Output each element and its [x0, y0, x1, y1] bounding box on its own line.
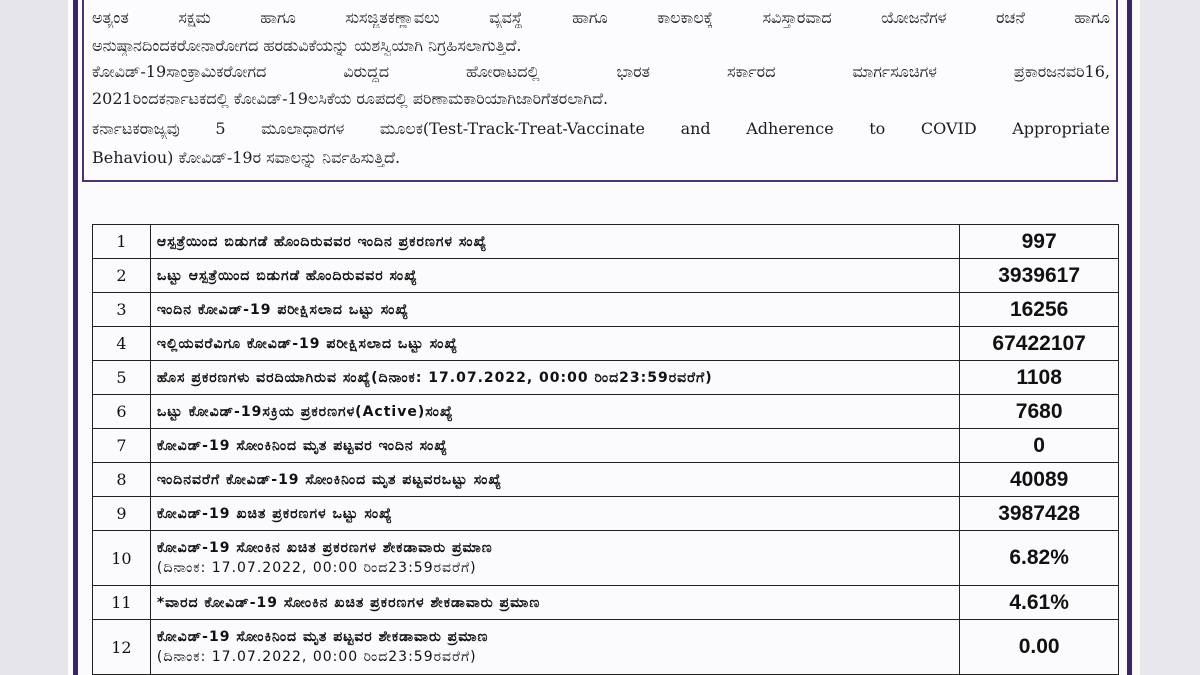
- right-margin: [1140, 0, 1200, 675]
- row-sublabel: (ದಿನಾಂಕ: 17.07.2022, 00:00 ರಿಂದ23:59ರವರೆಗೆ): [156, 649, 477, 665]
- intro-line-3: ಕೋವಿಡ್-19ಸಾಂಕ್ರಾಮಿಕರೋಗದ ವಿರುದ್ಧದ ಹೋರಾಟದಲ್ಲಿ ಭಾರತ ಸರ್ಕಾರದ ಮಾರ್ಗಸೂಚಿಗಳ ಪ್ರಕಾರಜನವರಿ16,: [92, 62, 1110, 81]
- row-label: ಒಟ್ಟು ಆಸ್ಪತ್ರೆಯಿಂದ ಬಿಡುಗಡೆ ಹೊಂದಿರುವವರ ಸಂಖ್ಯೆ: [150, 259, 959, 293]
- row-value: 16256: [960, 293, 1119, 327]
- row-number: 7: [93, 429, 151, 463]
- row-value: 67422107: [960, 327, 1119, 361]
- table-row: [93, 586, 1119, 620]
- row-number: 1: [93, 225, 151, 259]
- row-number: 12: [93, 620, 151, 675]
- intro-line-1: ಅತ್ಯಂತ ಸಕ್ಷಮ ಹಾಗೂ ಸುಸಜ್ಜಿತಕಣ್ಣಾವಲು ವ್ಯವಸ್ಥೆ ಹಾಗೂ ಕಾಲಕಾಲಕ್ಕೆ ಸವಿಸ್ತಾರವಾದ ಯೋಜನೆಗಳ ರಚನೆ ಹಾಗೂ: [92, 8, 1110, 27]
- row-value: 3987428: [960, 497, 1119, 531]
- intro-line-4: 2021ರಿಂದಕರ್ನಾಟಕದಲ್ಲಿ ಕೋವಿಡ್-19ಲಸಿಕೆಯ ರೂಪದಲ್ಲಿ ಪರಿಣಾಮಕಾರಿಯಾಗಿಜಾರಿಗೆತರಲಾಗಿದೆ.: [92, 89, 609, 108]
- table-row: [93, 463, 1119, 497]
- row-label: ಕೋವಿಡ್-19 ಸೋಂಕಿನಿಂದ ಮೃತ ಪಟ್ಟವರ ಶೇಕಡಾವಾರು ಪ್ರಮಾಣ: [156, 629, 489, 645]
- row-number: 5: [93, 361, 151, 395]
- row-label: ಕೋವಿಡ್-19 ಸೋಂಕಿನ ಖಚಿತ ಪ್ರಕರಣಗಳ ಶೇಕಡಾವಾರು ಪ್ರಮಾಣ: [156, 540, 493, 556]
- row-value: 4.61%: [960, 586, 1119, 620]
- row-label: ಇಲ್ಲಿಯವರೆವಿಗೂ ಕೋವಿಡ್-19 ಪರೀಕ್ಷಿಸಲಾದ ಒಟ್ಟು ಸಂಖ್ಯೆ: [150, 327, 959, 361]
- row-value: 7680: [960, 395, 1119, 429]
- row-label: ಕೋವಿಡ್-19 ಖಚಿತ ಪ್ರಕರಣಗಳ ಒಟ್ಟು ಸಂಖ್ಯೆ: [150, 497, 959, 531]
- row-value: 1108: [960, 361, 1119, 395]
- intro-line-2: ಅನುಷ್ಠಾನದಿಂದಕರೋನಾರೋಗದ ಹರಡುವಿಕೆಯನ್ನು ಯಶಸ್ವಿಯಾಗಿ ನಿಗ್ರಹಿಸಲಾಗುತ್ತಿದೆ.: [92, 36, 522, 55]
- covid-stats-table: [92, 224, 1119, 675]
- row-value: 40089: [960, 463, 1119, 497]
- page-border-right: [1127, 0, 1132, 675]
- row-number: 11: [93, 586, 151, 620]
- row-sublabel: (ದಿನಾಂಕ: 17.07.2022, 00:00 ರಿಂದ23:59ರವರೆಗೆ): [156, 560, 477, 576]
- row-number: 10: [93, 531, 151, 586]
- table-row: [93, 497, 1119, 531]
- table-row: [93, 361, 1119, 395]
- row-value: 0: [960, 429, 1119, 463]
- page-border-left: [73, 0, 78, 675]
- table-row: [93, 225, 1119, 259]
- row-number: 8: [93, 463, 151, 497]
- left-margin: [0, 0, 68, 675]
- intro-line-6: Behaviou) ಕೋವಿಡ್-19ರ ಸವಾಲನ್ನು ನಿರ್ವಹಿಸುತ್ತಿದೆ.: [92, 148, 401, 167]
- row-label: ಆಸ್ಪತ್ರೆಯಿಂದ ಬಿಡುಗಡೆ ಹೊಂದಿರುವವರ ಇಂದಿನ ಪ್ರಕರಣಗಳ ಸಂಖ್ಯೆ: [150, 225, 959, 259]
- row-value: 997: [960, 225, 1119, 259]
- row-value: 3939617: [960, 259, 1119, 293]
- table-row: [93, 395, 1119, 429]
- table-row: [93, 259, 1119, 293]
- row-label-group: [150, 531, 959, 586]
- row-number: 6: [93, 395, 151, 429]
- row-number: 2: [93, 259, 151, 293]
- row-number: 4: [93, 327, 151, 361]
- row-label: ಇಂದಿನವರೆಗೆ ಕೋವಿಡ್-19 ಸೋಂಕಿನಿಂದ ಮೃತ ಪಟ್ಟವರಒಟ್ಟು ಸಂಖ್ಯೆ: [150, 463, 959, 497]
- row-number: 9: [93, 497, 151, 531]
- row-label: ಕೋವಿಡ್-19 ಸೋಂಕಿನಿಂದ ಮೃತ ಪಟ್ಟವರ ಇಂದಿನ ಸಂಖ್ಯೆ: [150, 429, 959, 463]
- row-label: ಹೊಸ ಪ್ರಕರಣಗಳು ವರದಿಯಾಗಿರುವ ಸಂಖ್ಯೆ(ದಿನಾಂಕ: 17.07.2022, 00:00 ರಿಂದ23:59ರವರೆಗೆ): [150, 361, 959, 395]
- table-row: [93, 429, 1119, 463]
- table-row: [93, 293, 1119, 327]
- row-label-group: [150, 620, 959, 675]
- row-value: 0.00: [960, 620, 1119, 675]
- row-label: ಇಂದಿನ ಕೋವಿಡ್-19 ಪರೀಕ್ಷಿಸಲಾದ ಒಟ್ಟು ಸಂಖ್ಯೆ: [150, 293, 959, 327]
- row-label: ಒಟ್ಟು ಕೋವಿಡ್-19ಸಕ್ರಿಯ ಪ್ರಕರಣಗಳ(Active)ಸಂಖ್ಯೆ: [150, 395, 959, 429]
- intro-line-5: ಕರ್ನಾಟಕರಾಜ್ಯವು 5 ಮೂಲಾಧಾರಗಳ ಮೂಲಕ(Test-Track-Treat-Vaccinate and Adherence to COVID Appropriate: [92, 119, 1110, 138]
- row-value: 6.82%: [960, 531, 1119, 586]
- table-row: [93, 531, 1119, 586]
- row-label: *ವಾರದ ಕೋವಿಡ್-19 ಸೋಂಕಿನ ಖಚಿತ ಪ್ರಕರಣಗಳ ಶೇಕಡಾವಾರು ಪ್ರಮಾಣ: [150, 586, 959, 620]
- table-row: [93, 620, 1119, 675]
- table-row: [93, 327, 1119, 361]
- row-number: 3: [93, 293, 151, 327]
